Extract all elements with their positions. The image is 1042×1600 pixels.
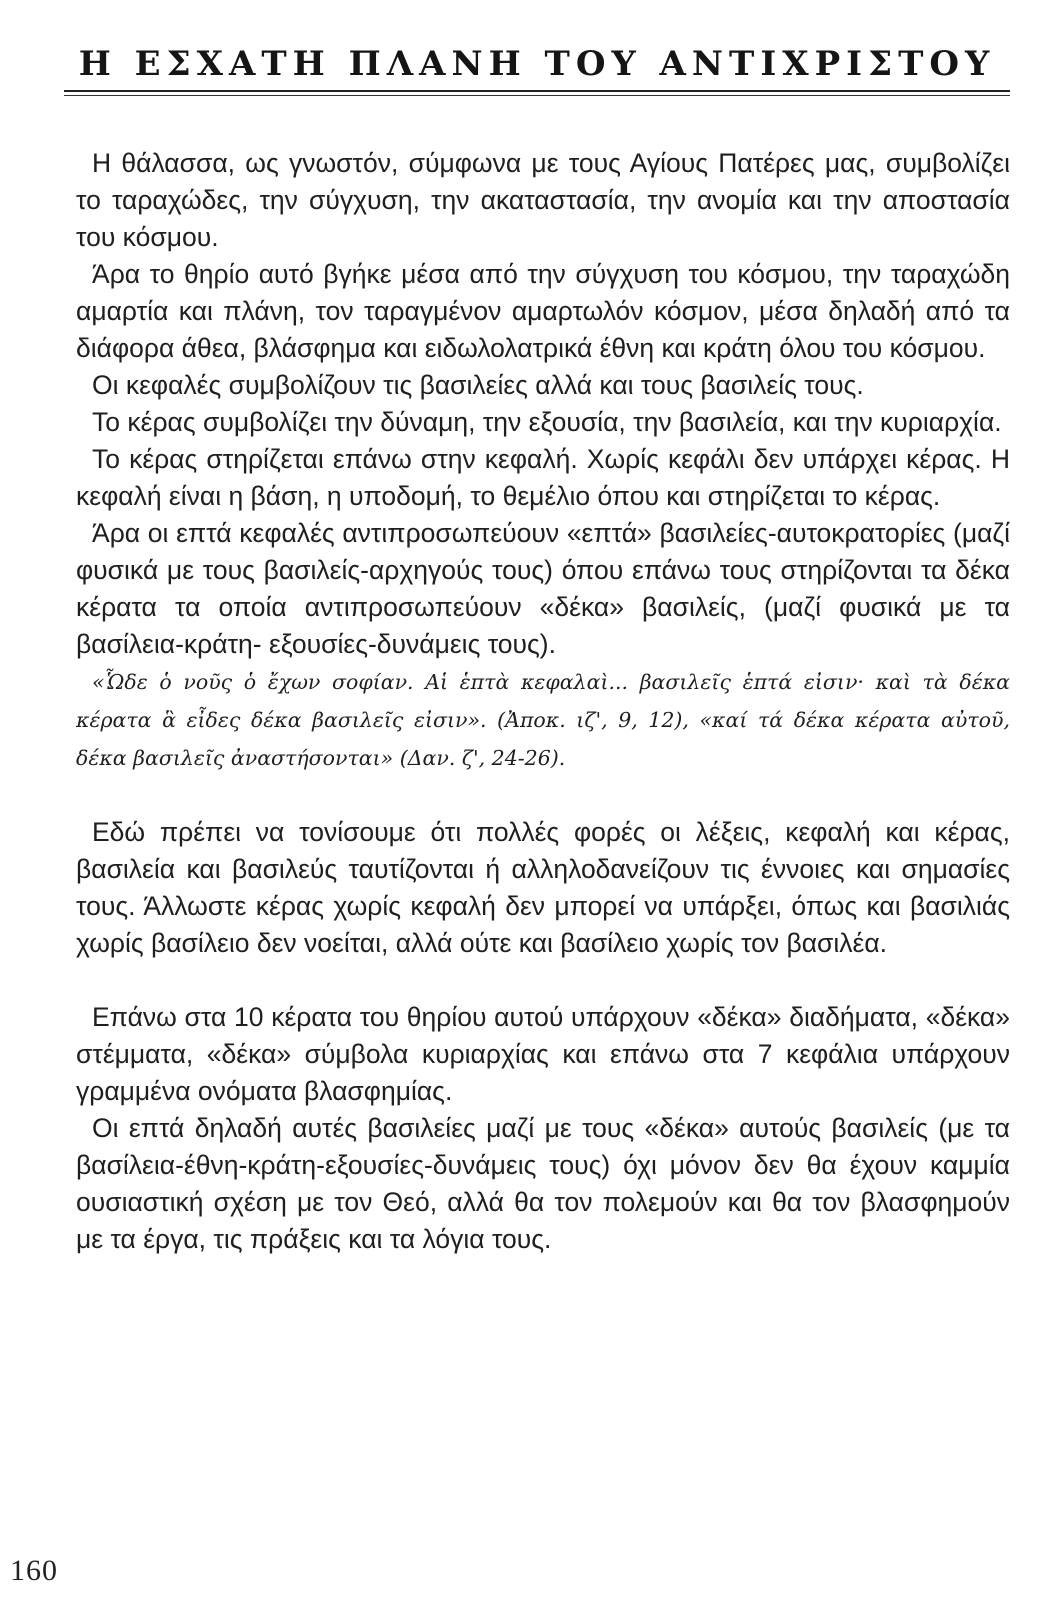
paragraph: Το κέρας συμβολίζει την δύναμη, την εξουσία, την βασιλεία, και την κυριαρχία. [92,407,1002,437]
paragraph: Οι επτά δηλαδή αυτές βασιλείες μαζί με τους «δέκα» αυτούς βασιλείς (με τα βασίλεια-έθνη-κράτη-εξουσίες-δυνάμεις τους) όχι μόνον δεν θα έχουν καμμία ουσιαστική σχέση με τον Θεό, αλλά θα τον πολεμούν και θα τον βλασφημούν με τα έργα, τις πράξεις και τα λόγια τους. [76,1113,1010,1254]
header-rule-thin [64,95,1010,96]
paragraph: Οι κεφαλές συμβολίζουν τις βασιλείες αλλά και τους βασιλείς τους. [92,370,864,400]
paragraph: Το κέρας στηρίζεται επάνω στην κεφαλή. Χωρίς κεφάλι δεν υπάρχει κέρας. Η κεφαλή είναι η βάση, η υποδομή, το θεμέλιο όπου και στηρίζεται το κέρας. [76,444,1010,511]
page-body [76,145,1010,1258]
paragraph: Άρα οι επτά κεφαλές αντιπροσωπεύουν «επτά» βασιλείες-αυτοκρατορίες (μαζί φυσικά με τους βασιλείς-αρχηγούς τους) όπου επάνω τους στηρίζονται τα δέκα κέρατα τα οποία αντιπροσωπεύουν «δέκα» βασιλείς, (μαζί φυσικά με τα βασίλεια-κράτη- εξουσίες-δυνάμεις τους). [76,518,1010,659]
paragraph: Εδώ πρέπει να τονίσουμε ότι πολλές φορές οι λέξεις, κεφαλή και κέρας, βασιλεία και βασιλεύς ταυτίζονται ή αλληλοδανείζουν τις έννοιες και σημασίες τους. Άλλωστε κέρας χωρίς κεφαλή δεν μπορεί να υπάρξει, όπως και βασιλιάς χωρίς βασίλειο δεν νοείται, αλλά ούτε και βασίλειο χωρίς τον βασιλέα. [76,817,1010,958]
scripture-quote: «Ὧδε ὁ νοῦς ὁ ἔχων σοφίαν. Αἱ ἑπτὰ κεφαλαὶ... βασιλεῖς ἑπτά εἰσιν· καὶ τὰ δέκα κέρατα ἃ εἶδες δέκα βασιλεῖς εἰσιν». (Ἀποκ. ιζ', 9, 12), «καί τά δέκα κέρατα αὐτοῦ, δέκα βασιλεῖς ἀναστήσονται» (Δαν. ζ', 24-26). [76,670,1010,770]
paragraph: Επάνω στα 10 κέρατα του θηρίου αυτού υπάρχουν «δέκα» διαδήματα, «δέκα» στέμματα, «δέκα» σύμβολα κυριαρχίας και επάνω στα 7 κεφάλια υπάρχουν γραμμένα ονόματα βλασφημίας. [76,1002,1010,1106]
paragraph: Άρα το θηρίο αυτό βγήκε μέσα από την σύγχυση του κόσμου, την ταραχώδη αμαρτία και πλάνη, τον ταραγμένον αμαρτωλόν κόσμον, μέσα δηλαδή από τα διάφορα άθεα, βλάσφημα και ειδωλολατρικά έθνη και κράτη όλου του κόσμου. [76,259,1010,363]
running-header: Η ΕΣΧΑΤΗ ΠΛΑΝΗ ΤΟΥ ΑΝΤΙΧΡΙΣΤΟΥ [78,44,996,84]
paragraph: Η θάλασσα, ως γνωστόν, σύμφωνα με τους Αγίους Πατέρες μας, συμβολίζει το ταραχώδες, την σύγχυση, την ακαταστασία, την ανομία και την αποστασία του κόσμου. [76,148,1010,252]
header-rule-thick [64,90,1010,92]
page-number: 160 [10,1554,58,1587]
